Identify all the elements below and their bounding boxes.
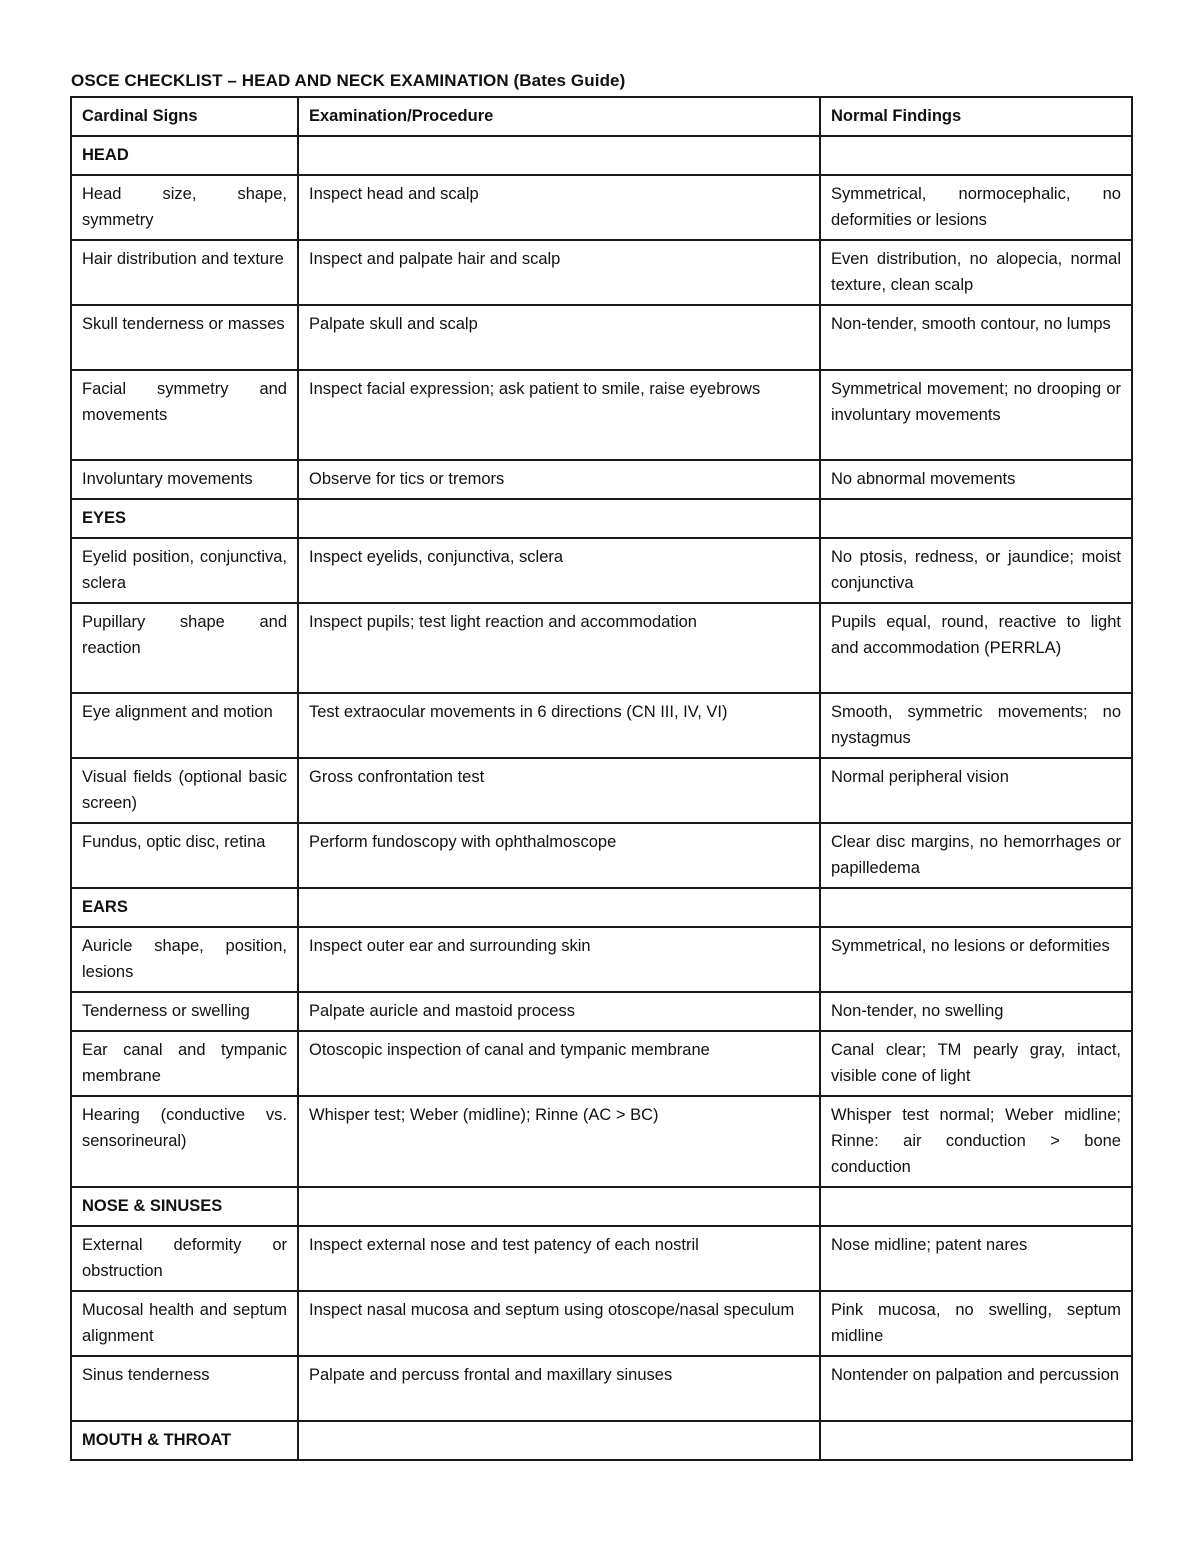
procedure-cell: Inspect head and scalp	[298, 175, 820, 240]
normal-findings-cell	[820, 888, 1132, 927]
section-heading: HEAD	[71, 136, 298, 175]
column-header-cardinal-signs: Cardinal Signs	[71, 97, 298, 136]
cardinal-sign-cell: Pupillary shape and reaction	[71, 603, 298, 693]
cardinal-sign-cell: External deformity or obstruction	[71, 1226, 298, 1291]
procedure-cell: Inspect eyelids, conjunctiva, sclera	[298, 538, 820, 603]
procedure-cell: Perform fundoscopy with ophthalmoscope	[298, 823, 820, 888]
normal-findings-cell	[820, 1421, 1132, 1460]
procedure-cell: Otoscopic inspection of canal and tympanic membrane	[298, 1031, 820, 1096]
procedure-cell: Inspect nasal mucosa and septum using otoscope/nasal speculum	[298, 1291, 820, 1356]
normal-findings-cell: Non-tender, smooth contour, no lumps	[820, 305, 1132, 370]
section-row	[71, 1421, 1132, 1460]
cardinal-sign-cell: Facial symmetry and movements	[71, 370, 298, 460]
section-heading: NOSE & SINUSES	[71, 1187, 298, 1226]
cardinal-sign-cell: Tenderness or swelling	[71, 992, 298, 1031]
cardinal-sign-cell: Skull tenderness or masses	[71, 305, 298, 370]
normal-findings-cell: Symmetrical, no lesions or deformities	[820, 927, 1132, 992]
normal-findings-cell	[820, 1187, 1132, 1226]
procedure-cell	[298, 499, 820, 538]
header-row	[71, 97, 1132, 136]
procedure-cell: Gross confrontation test	[298, 758, 820, 823]
normal-findings-cell: Whisper test normal; Weber midline; Rinne: air conduction > bone conduction	[820, 1096, 1132, 1187]
normal-findings-cell: Symmetrical movement; no drooping or involuntary movements	[820, 370, 1132, 460]
cardinal-sign-cell: Sinus tenderness	[71, 1356, 298, 1421]
normal-findings-cell: Nose midline; patent nares	[820, 1226, 1132, 1291]
table-row	[71, 538, 1132, 603]
table-row	[71, 758, 1132, 823]
section-row	[71, 888, 1132, 927]
page-title: OSCE CHECKLIST – HEAD AND NECK EXAMINATION (Bates Guide)	[71, 71, 626, 90]
procedure-cell: Palpate auricle and mastoid process	[298, 992, 820, 1031]
table-row	[71, 1096, 1132, 1187]
column-header-examination-procedure: Examination/Procedure	[298, 97, 820, 136]
checklist-table	[70, 96, 1133, 1461]
procedure-cell	[298, 1187, 820, 1226]
cardinal-sign-cell: Fundus, optic disc, retina	[71, 823, 298, 888]
cardinal-sign-cell: Auricle shape, position, lesions	[71, 927, 298, 992]
normal-findings-cell: Clear disc margins, no hemorrhages or papilledema	[820, 823, 1132, 888]
section-heading: MOUTH & THROAT	[71, 1421, 298, 1460]
normal-findings-cell: Canal clear; TM pearly gray, intact, visible cone of light	[820, 1031, 1132, 1096]
procedure-cell	[298, 1421, 820, 1460]
column-header-normal-findings: Normal Findings	[820, 97, 1132, 136]
cardinal-sign-cell: Eyelid position, conjunctiva, sclera	[71, 538, 298, 603]
procedure-cell: Inspect outer ear and surrounding skin	[298, 927, 820, 992]
procedure-cell: Palpate and percuss frontal and maxillary sinuses	[298, 1356, 820, 1421]
procedure-cell: Inspect facial expression; ask patient to smile, raise eyebrows	[298, 370, 820, 460]
procedure-cell: Inspect pupils; test light reaction and accommodation	[298, 603, 820, 693]
table-row	[71, 693, 1132, 758]
section-row	[71, 499, 1132, 538]
section-heading: EARS	[71, 888, 298, 927]
normal-findings-cell: Symmetrical, normocephalic, no deformities or lesions	[820, 175, 1132, 240]
cardinal-sign-cell: Hearing (conductive vs. sensorineural)	[71, 1096, 298, 1187]
procedure-cell: Inspect external nose and test patency of each nostril	[298, 1226, 820, 1291]
table-row	[71, 1031, 1132, 1096]
normal-findings-cell: Pupils equal, round, reactive to light and accommodation (PERRLA)	[820, 603, 1132, 693]
procedure-cell	[298, 136, 820, 175]
normal-findings-cell	[820, 136, 1132, 175]
table-row	[71, 370, 1132, 460]
normal-findings-cell: Nontender on palpation and percussion	[820, 1356, 1132, 1421]
cardinal-sign-cell: Hair distribution and texture	[71, 240, 298, 305]
table-row	[71, 1291, 1132, 1356]
normal-findings-cell	[820, 499, 1132, 538]
cardinal-sign-cell: Ear canal and tympanic membrane	[71, 1031, 298, 1096]
section-row	[71, 1187, 1132, 1226]
normal-findings-cell: Pink mucosa, no swelling, septum midline	[820, 1291, 1132, 1356]
cardinal-sign-cell: Eye alignment and motion	[71, 693, 298, 758]
table-row	[71, 1356, 1132, 1421]
section-heading: EYES	[71, 499, 298, 538]
table-row	[71, 175, 1132, 240]
procedure-cell: Palpate skull and scalp	[298, 305, 820, 370]
normal-findings-cell: Smooth, symmetric movements; no nystagmus	[820, 693, 1132, 758]
table-row	[71, 992, 1132, 1031]
table-row	[71, 823, 1132, 888]
table-row	[71, 460, 1132, 499]
table-row	[71, 927, 1132, 992]
procedure-cell: Test extraocular movements in 6 directions (CN III, IV, VI)	[298, 693, 820, 758]
normal-findings-cell: No abnormal movements	[820, 460, 1132, 499]
table-row	[71, 1226, 1132, 1291]
table-row	[71, 305, 1132, 370]
cardinal-sign-cell: Involuntary movements	[71, 460, 298, 499]
procedure-cell	[298, 888, 820, 927]
cardinal-sign-cell: Head size, shape, symmetry	[71, 175, 298, 240]
procedure-cell: Observe for tics or tremors	[298, 460, 820, 499]
procedure-cell: Whisper test; Weber (midline); Rinne (AC > BC)	[298, 1096, 820, 1187]
normal-findings-cell: Normal peripheral vision	[820, 758, 1132, 823]
table-row	[71, 603, 1132, 693]
normal-findings-cell: Even distribution, no alopecia, normal texture, clean scalp	[820, 240, 1132, 305]
normal-findings-cell: No ptosis, redness, or jaundice; moist conjunctiva	[820, 538, 1132, 603]
normal-findings-cell: Non-tender, no swelling	[820, 992, 1132, 1031]
procedure-cell: Inspect and palpate hair and scalp	[298, 240, 820, 305]
section-row	[71, 136, 1132, 175]
table-row	[71, 240, 1132, 305]
cardinal-sign-cell: Visual fields (optional basic screen)	[71, 758, 298, 823]
cardinal-sign-cell: Mucosal health and septum alignment	[71, 1291, 298, 1356]
